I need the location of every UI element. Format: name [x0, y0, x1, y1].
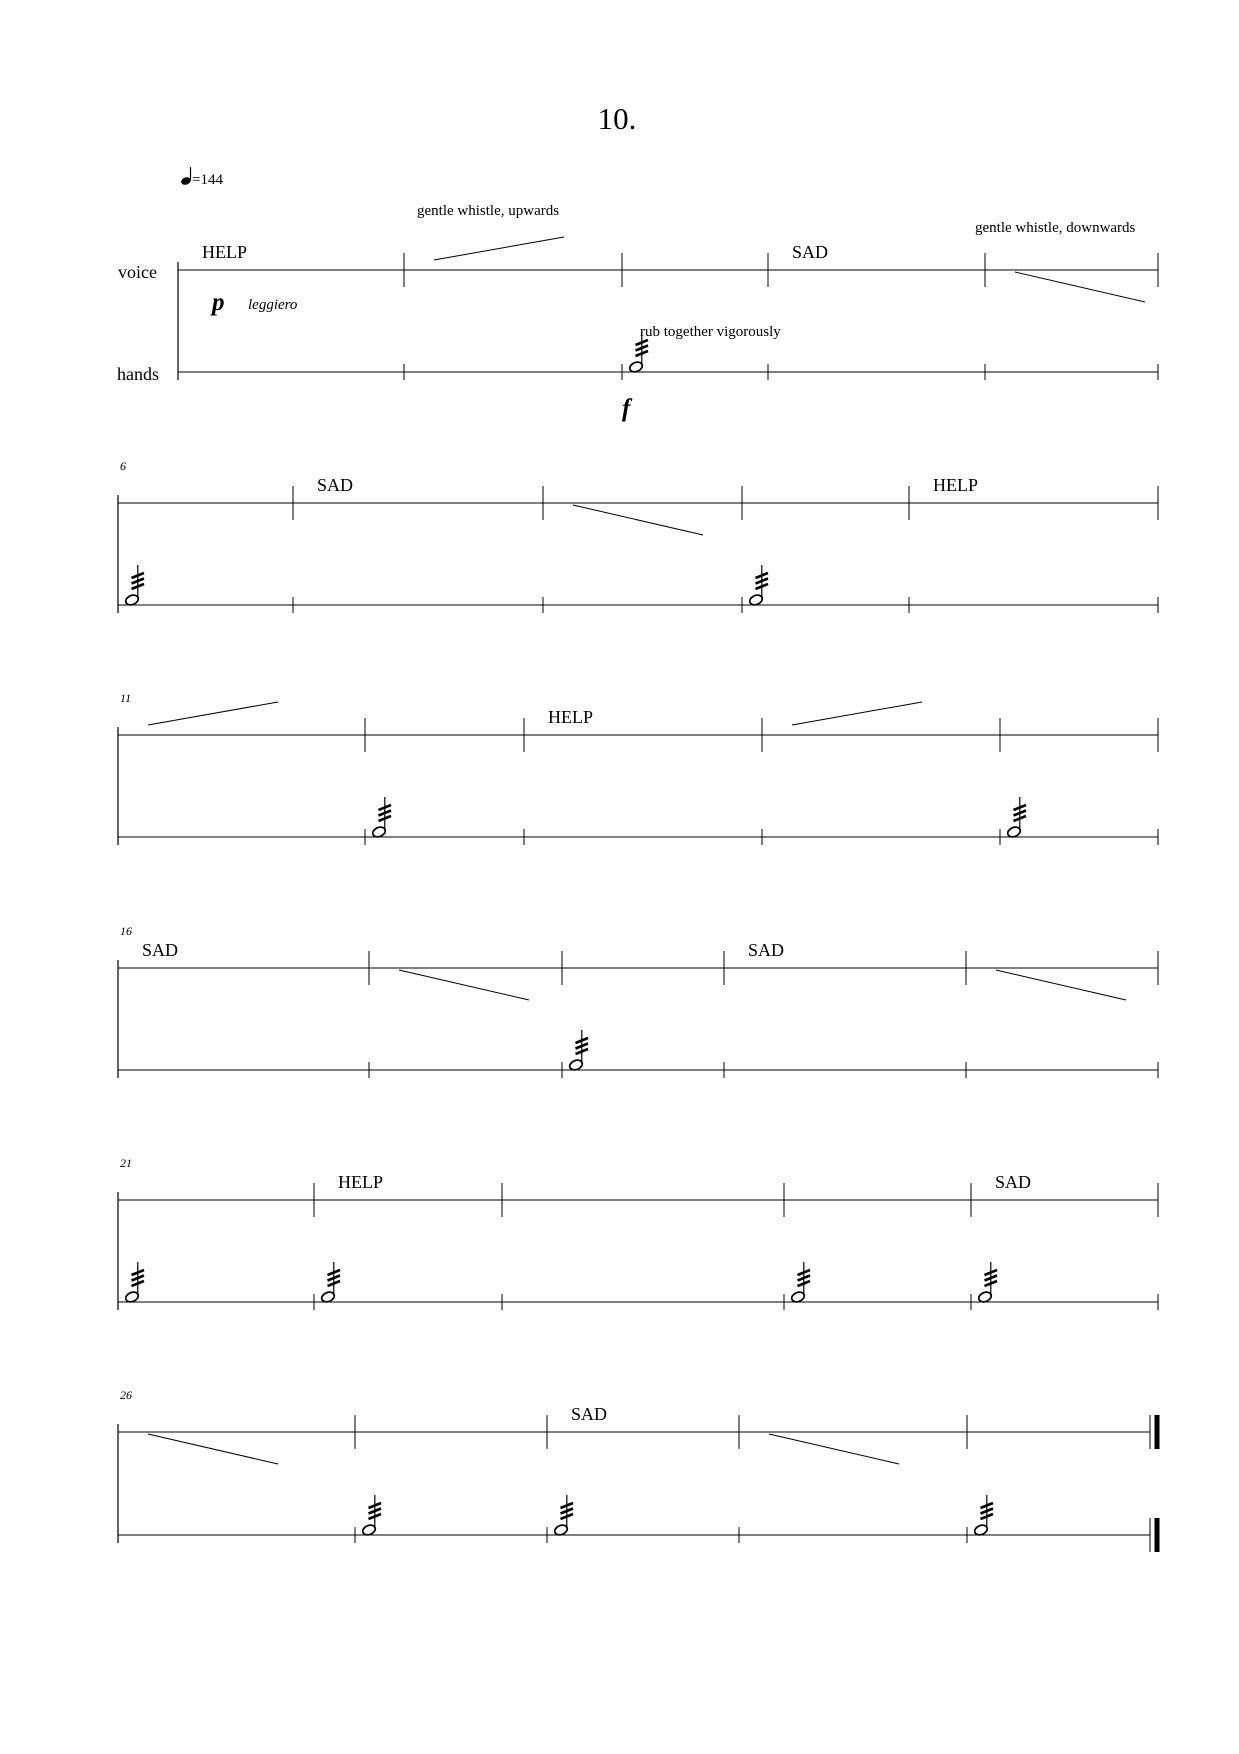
- dynamic-forte: f: [622, 395, 631, 422]
- measure-number: 6: [120, 459, 126, 473]
- hand-tremolo-note: [124, 1262, 144, 1304]
- system-1: [178, 237, 1158, 380]
- whistle-glissando-up: [792, 702, 922, 725]
- sung-word: SAD: [142, 940, 179, 960]
- technique-whistle-downwards: gentle whistle, downwards: [975, 220, 1136, 236]
- sung-word: SAD: [748, 940, 785, 960]
- whistle-glissando-down: [399, 970, 529, 1000]
- hand-tremolo-note: [1006, 797, 1026, 839]
- measure-number: 11: [120, 691, 132, 705]
- hand-tremolo-note: [973, 1495, 993, 1537]
- sung-word: SAD: [995, 1172, 1032, 1192]
- hand-tremolo-note: [568, 1030, 588, 1072]
- sung-word: HELP: [338, 1172, 383, 1192]
- systems-layer: [118, 237, 1158, 1552]
- hand-tremolo-note: [553, 1495, 573, 1537]
- system-6: [118, 1388, 1157, 1552]
- hand-tremolo-note: [361, 1495, 381, 1537]
- hand-tremolo-note: [320, 1262, 340, 1304]
- whistle-glissando-up: [434, 237, 564, 260]
- sung-word: SAD: [317, 475, 354, 495]
- sung-word: SAD: [571, 1404, 608, 1424]
- hand-tremolo-note: [371, 797, 391, 839]
- hand-tremolo-note: [124, 565, 144, 607]
- measure-number: 21: [120, 1156, 132, 1170]
- system-5: [118, 1156, 1158, 1310]
- hand-tremolo-note: [790, 1262, 810, 1304]
- system-3: [118, 691, 1158, 845]
- piece-title: 10.: [597, 101, 637, 136]
- measure-number: 16: [120, 924, 132, 938]
- technique-rub-together: rub together vigorously: [640, 324, 781, 340]
- system-2: [118, 459, 1158, 613]
- sung-word: HELP: [548, 707, 593, 727]
- hand-tremolo-note: [748, 565, 768, 607]
- expression-leggiero: leggiero: [248, 297, 298, 313]
- whistle-glissando-down: [148, 1434, 278, 1464]
- whistle-glissando-down: [769, 1434, 899, 1464]
- sung-word: HELP: [202, 242, 247, 262]
- measure-number: 26: [120, 1388, 132, 1402]
- whistle-glissando-down: [996, 970, 1126, 1000]
- whistle-glissando-down: [573, 505, 703, 535]
- system-4: [118, 924, 1158, 1078]
- tempo-marking: [180, 167, 223, 188]
- staff-label-hands: hands: [117, 364, 159, 384]
- whistle-glissando-up: [148, 702, 278, 725]
- hand-tremolo-note: [977, 1262, 997, 1304]
- sung-word: SAD: [792, 242, 829, 262]
- tempo-value: =144: [192, 172, 223, 188]
- staff-label-voice: voice: [118, 262, 157, 282]
- dynamic-piano: p: [212, 289, 225, 316]
- whistle-glissando-down: [1015, 272, 1145, 302]
- technique-whistle-upwards: gentle whistle, upwards: [417, 203, 560, 219]
- sung-word: HELP: [933, 475, 978, 495]
